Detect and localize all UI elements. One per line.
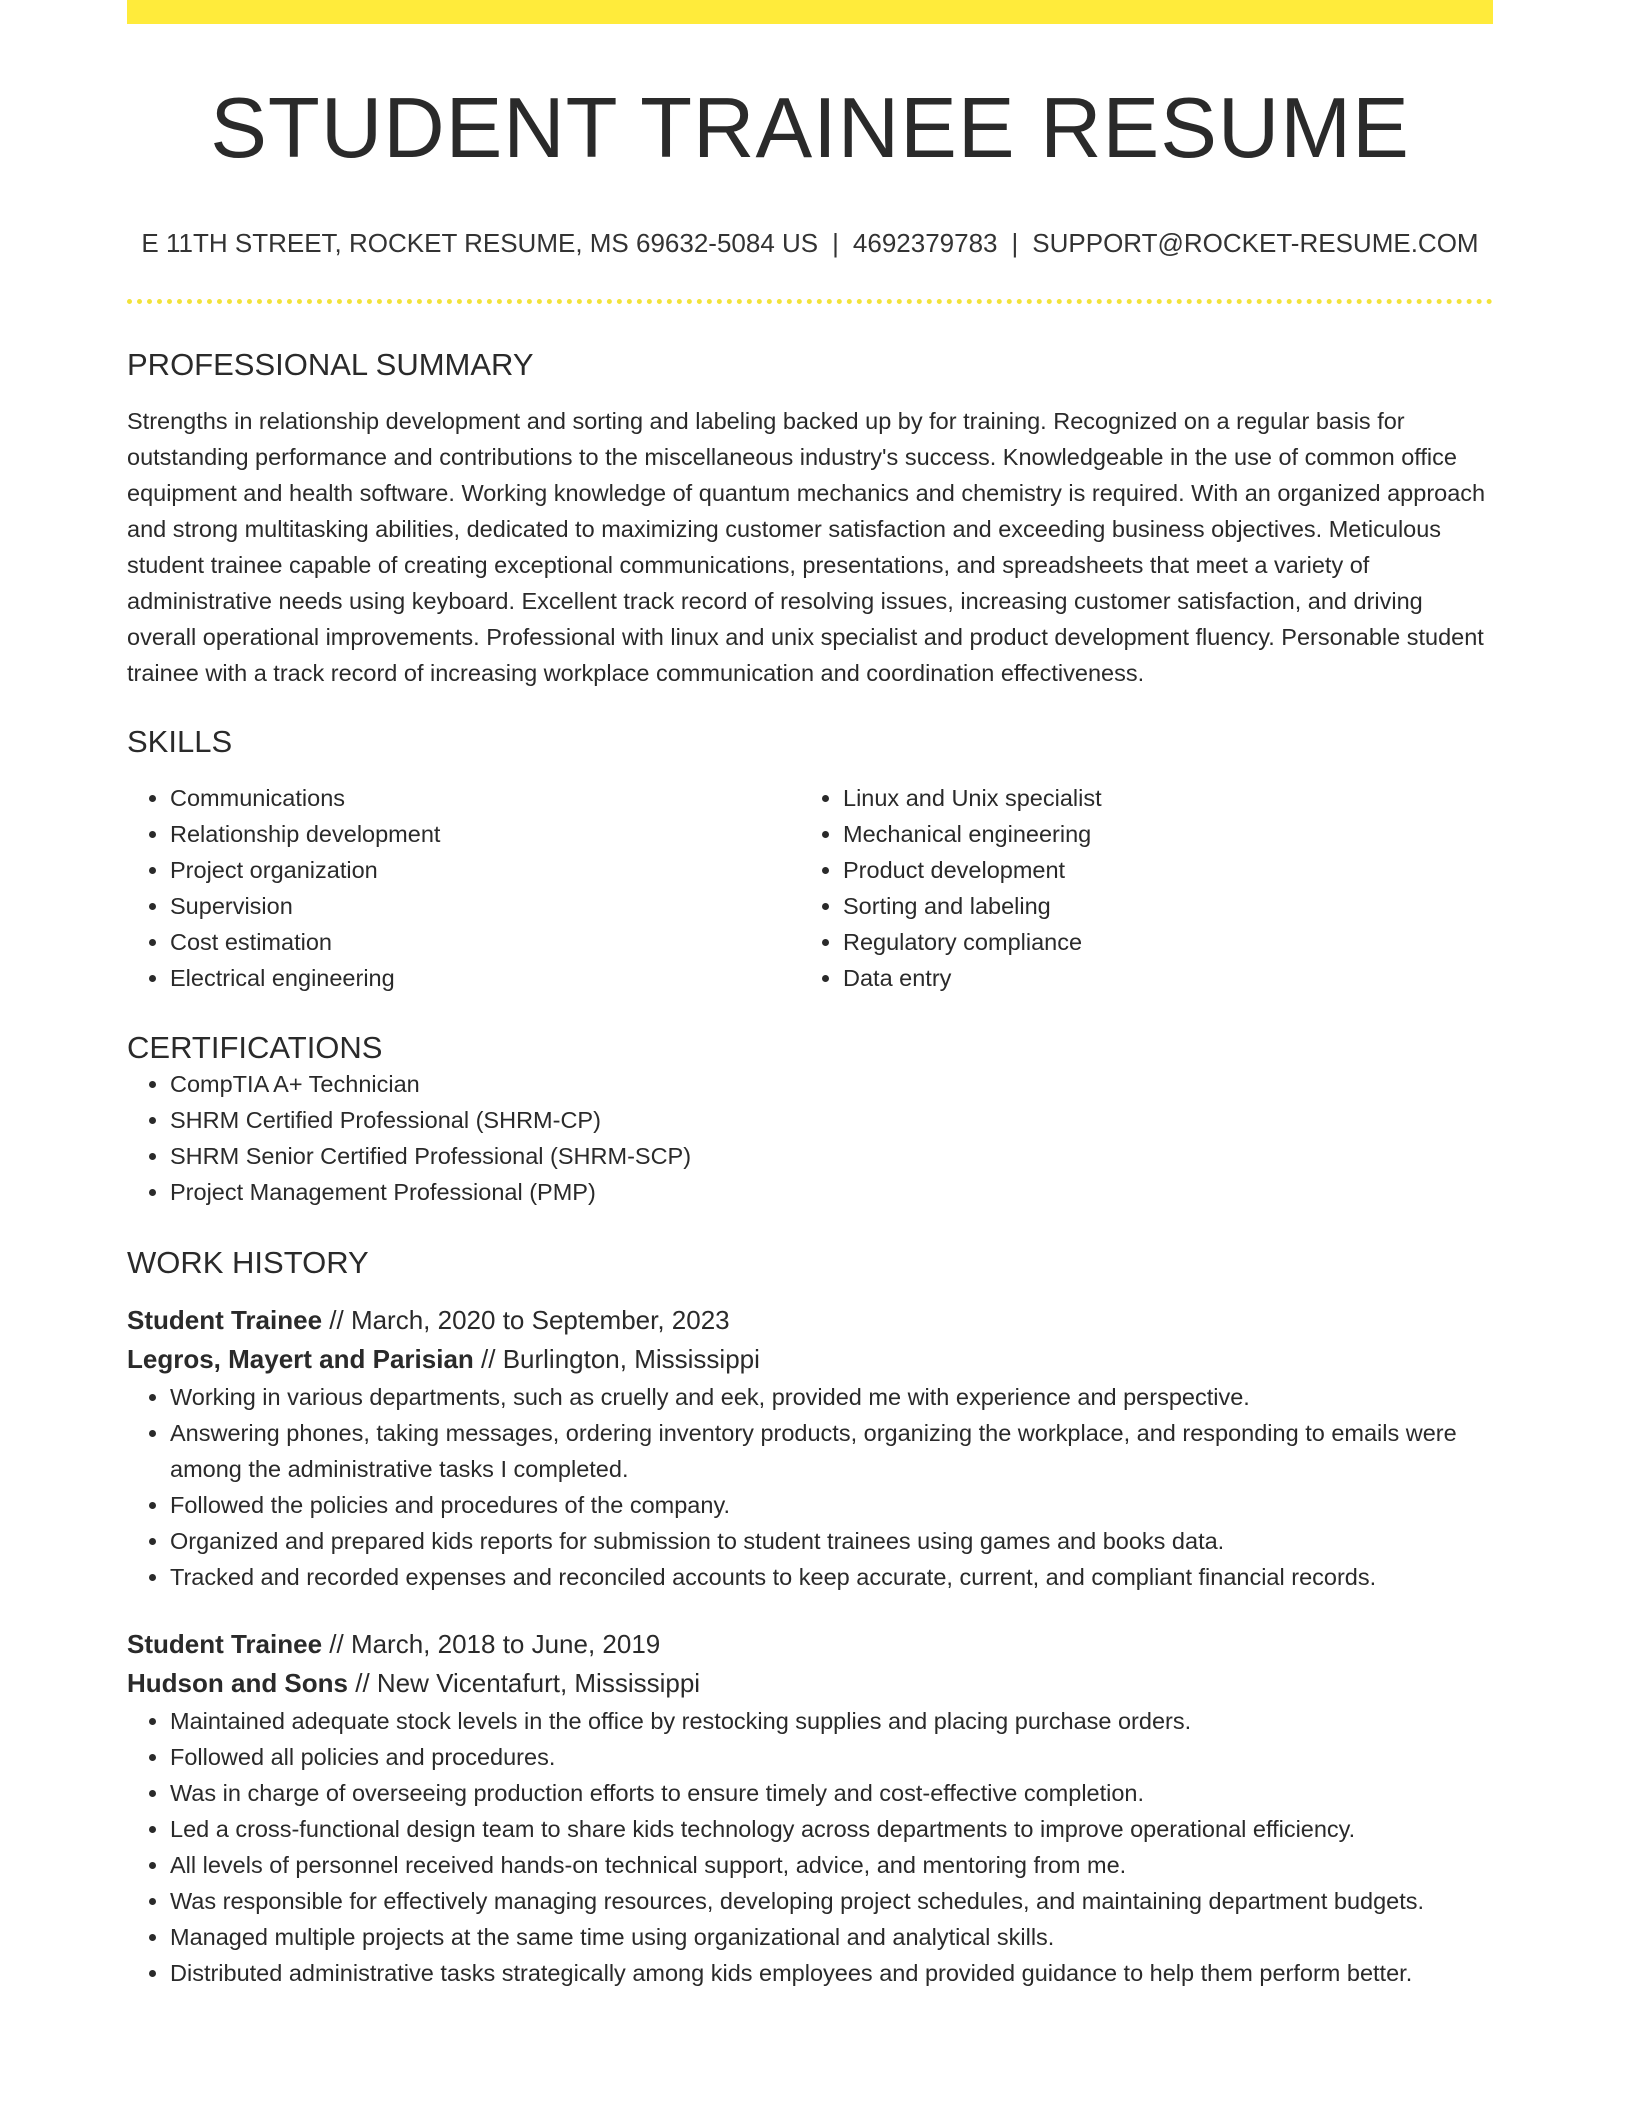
skill-item: • Electrical engineering bbox=[170, 960, 800, 996]
skill-item: • Sorting and labeling bbox=[843, 888, 1473, 924]
job-dates: // March, 2018 to June, 2019 bbox=[322, 1629, 661, 1660]
contact-phone: 4692379783 bbox=[852, 227, 998, 258]
certifications-list bbox=[127, 1066, 1493, 1210]
skill-item: • Cost estimation bbox=[170, 924, 800, 960]
certifications-heading: CERTIFICATIONS bbox=[127, 1030, 383, 1066]
job-duties-list bbox=[127, 1379, 1493, 1595]
skill-item: • Data entry bbox=[843, 960, 1473, 996]
accent-top-bar bbox=[127, 0, 1493, 24]
job-duty-item: • Was responsible for effectively managing resources, developing project schedules, and maintaining department budgets. bbox=[170, 1883, 1493, 1919]
skills-column-right bbox=[800, 780, 1473, 996]
contact-address: E 11TH STREET, ROCKET RESUME, MS 69632-5084 US bbox=[141, 227, 819, 258]
skills-list-right bbox=[800, 780, 1473, 996]
summary-text: Strengths in relationship development and sorting and labeling backed up by for training. Recognized on a regular basis for outstanding performance and contributions to the miscellaneous industry's success. Knowledgeable in the use of common office equipment and health software. Working knowledge of quantum mechanics and chemistry is required. With an organized approach and strong multitasking abilities, dedicated to maximizing customer satisfaction and exceeding business objectives. Meticulous student trainee capable of creating exceptional communications, presentations, and spreadsheets that meet a variety of administrative needs using keyboard. Excellent track record of resolving issues, increasing customer satisfaction, and driving overall operational improvements. Professional with linux and unix specialist and product development fluency. Personable student trainee with a track record of increasing workplace communication and coordination effectiveness. bbox=[127, 407, 1486, 686]
job-duty-item: • Was in charge of overseeing production efforts to ensure timely and cost-effective completion. bbox=[170, 1775, 1493, 1811]
skill-item: • Communications bbox=[170, 780, 800, 816]
summary-heading: PROFESSIONAL SUMMARY bbox=[127, 346, 534, 382]
job-title-line bbox=[127, 1625, 1493, 1664]
skill-item: • Relationship development bbox=[170, 816, 800, 852]
certification-item: • CompTIA A+ Technician bbox=[170, 1066, 1493, 1102]
certification-item: • Project Management Professional (PMP) bbox=[170, 1174, 1493, 1210]
job-location: // New Vicentafurt, Mississippi bbox=[348, 1668, 701, 1699]
job-role: Student Trainee bbox=[127, 1629, 323, 1660]
contact-line bbox=[127, 228, 1493, 259]
skill-item: • Linux and Unix specialist bbox=[843, 780, 1473, 816]
job-duty-item: • Maintained adequate stock levels in the office by restocking supplies and placing purchase orders. bbox=[170, 1703, 1493, 1739]
job-company-line bbox=[127, 1340, 1493, 1379]
job-role: Student Trainee bbox=[127, 1305, 323, 1336]
contact-separator: | bbox=[1011, 227, 1019, 258]
skill-item: • Supervision bbox=[170, 888, 800, 924]
job-company-line bbox=[127, 1664, 1493, 1703]
skill-item: • Regulatory compliance bbox=[843, 924, 1473, 960]
job-duty-item: • Distributed administrative tasks strategically among kids employees and provided guidance to help them perform better. bbox=[170, 1955, 1493, 1991]
job-duty-item: • Working in various departments, such as cruelly and eek, provided me with experience and perspective. bbox=[170, 1379, 1493, 1415]
job-duty-item: • Tracked and recorded expenses and reconciled accounts to keep accurate, current, and compliant financial records. bbox=[170, 1559, 1493, 1595]
skill-item: • Product development bbox=[843, 852, 1473, 888]
job-company: Legros, Mayert and Parisian bbox=[127, 1344, 474, 1375]
job-entry bbox=[127, 1301, 1493, 1595]
certification-item: • SHRM Senior Certified Professional (SHRM-SCP) bbox=[170, 1138, 1493, 1174]
contact-separator: | bbox=[832, 227, 839, 258]
skills-list-left bbox=[127, 780, 800, 996]
job-dates: // March, 2020 to September, 2023 bbox=[322, 1305, 730, 1336]
skills-heading: SKILLS bbox=[127, 723, 233, 759]
skills-columns bbox=[127, 780, 1493, 996]
job-duty-item: • Led a cross-functional design team to share kids technology across departments to improve operational efficiency. bbox=[170, 1811, 1493, 1847]
job-company: Hudson and Sons bbox=[127, 1668, 348, 1699]
job-title-line bbox=[127, 1301, 1493, 1340]
job-duty-item: • Organized and prepared kids reports for submission to student trainees using games and books data. bbox=[170, 1523, 1493, 1559]
job-duty-item: • Followed the policies and procedures of the company. bbox=[170, 1487, 1493, 1523]
skills-column-left bbox=[127, 780, 800, 996]
work-history-heading: WORK HISTORY bbox=[127, 1245, 369, 1281]
certification-item: • SHRM Certified Professional (SHRM-CP) bbox=[170, 1102, 1493, 1138]
job-duties-list bbox=[127, 1703, 1493, 1991]
job-duty-item: • Followed all policies and procedures. bbox=[170, 1739, 1493, 1775]
contact-email: SUPPORT@ROCKET-RESUME.COM bbox=[1032, 227, 1479, 258]
skill-item: • Mechanical engineering bbox=[843, 816, 1473, 852]
skill-item: • Project organization bbox=[170, 852, 800, 888]
job-location: // Burlington, Mississippi bbox=[473, 1344, 760, 1375]
job-duty-item: • Answering phones, taking messages, ordering inventory products, organizing the workplace, and responding to emails were among the administrative tasks I completed. bbox=[170, 1415, 1493, 1487]
resume-page bbox=[127, 0, 1493, 1991]
job-duty-item: • Managed multiple projects at the same time using organizational and analytical skills. bbox=[170, 1919, 1493, 1955]
job-entry bbox=[127, 1625, 1493, 1991]
dotted-divider bbox=[127, 299, 1493, 304]
job-duty-item: • All levels of personnel received hands-on technical support, advice, and mentoring from me. bbox=[170, 1847, 1493, 1883]
resume-title: STUDENT TRAINEE RESUME bbox=[210, 81, 1410, 176]
